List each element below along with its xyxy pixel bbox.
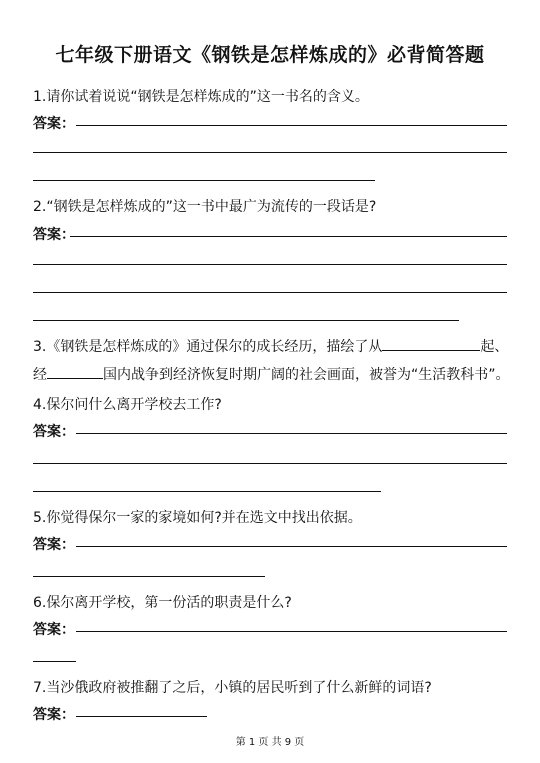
question-4: 4.保尔问什么离开学校去工作? xyxy=(33,397,222,413)
answer-label-6: 答案： xyxy=(33,622,75,638)
answer-line-2c[interactable] xyxy=(33,292,507,293)
question-3-text-c: 经 xyxy=(33,367,47,383)
answer-line-2b[interactable] xyxy=(33,264,507,265)
page-footer: 第 1 页 共 9 页 xyxy=(235,737,305,748)
question-1: 1.请你试着说说“钢铁是怎样炼成的”这一书名的含义。 xyxy=(33,89,369,105)
answer-line-1b[interactable] xyxy=(33,152,507,153)
page-title: 七年级下册语文《钢铁是怎样炼成的》必背简答题 xyxy=(55,44,485,66)
answer-line-1a[interactable] xyxy=(76,125,507,126)
question-3-text-b: 起、 xyxy=(480,339,509,355)
question-3-text-d: 国内战争到经济恢复时期广阔的社会画面，被誉为“生活教科书”。 xyxy=(103,367,510,383)
question-3-line-1 xyxy=(33,336,508,356)
question-2: 2.“钢铁是怎样炼成的”这一书中最广为流传的一段话是? xyxy=(33,199,377,215)
fill-blank-1[interactable] xyxy=(382,336,480,351)
answer-label-4: 答案： xyxy=(33,424,75,440)
answer-line-2a[interactable] xyxy=(70,236,507,237)
answer-line-1c[interactable] xyxy=(33,180,375,181)
question-7: 7.当沙俄政府被推翻了之后，小镇的居民听到了什么新鲜的词语? xyxy=(33,680,432,696)
answer-line-5b[interactable] xyxy=(33,576,265,577)
fill-blank-2[interactable] xyxy=(47,364,103,379)
answer-line-2d[interactable] xyxy=(33,320,459,321)
answer-label-1: 答案： xyxy=(33,116,75,132)
answer-line-4b[interactable] xyxy=(33,463,507,464)
answer-line-4a[interactable] xyxy=(76,433,507,434)
answer-label-2: 答案： xyxy=(33,227,75,243)
answer-line-4c[interactable] xyxy=(33,491,381,492)
answer-line-5a[interactable] xyxy=(76,546,507,547)
answer-line-6a[interactable] xyxy=(76,631,507,632)
question-3-line-2 xyxy=(33,364,510,384)
question-6: 6.保尔离开学校，第一份活的职责是什么? xyxy=(33,595,292,611)
answer-label-5: 答案： xyxy=(33,537,75,553)
answer-line-6b[interactable] xyxy=(33,661,76,662)
answer-label-7: 答案： xyxy=(33,707,75,723)
answer-line-7a[interactable] xyxy=(76,716,207,717)
question-3-text-a: 3.《钢铁是怎样炼成的》通过保尔的成长经历，描绘了从 xyxy=(33,339,383,355)
question-5: 5.你觉得保尔一家的家境如何?并在选文中找出依据。 xyxy=(33,510,362,526)
